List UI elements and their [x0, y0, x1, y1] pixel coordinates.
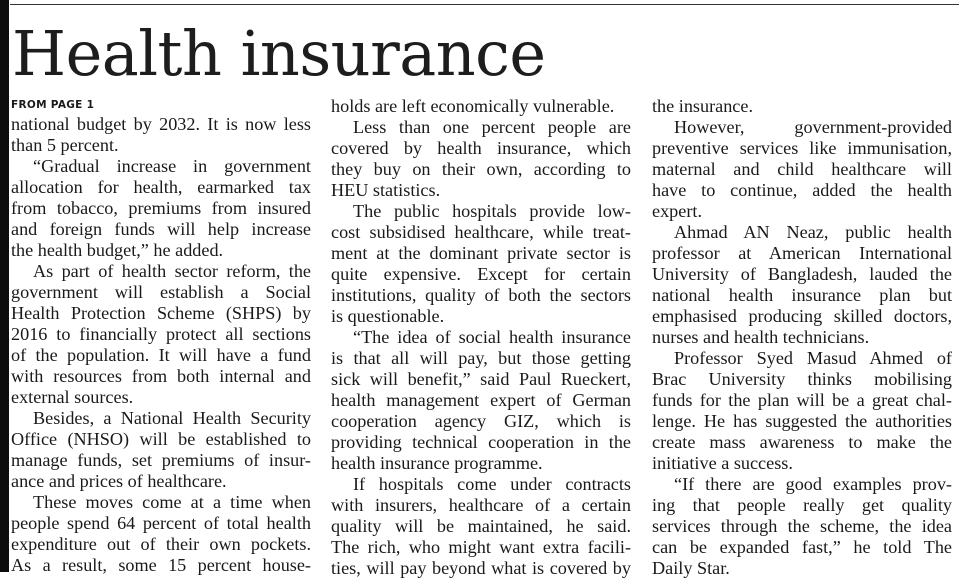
text-line: government will establish a Social: [11, 282, 311, 302]
column-3-body: [652, 96, 952, 579]
text-line: The public hospitals provide low-: [353, 201, 631, 221]
text-line: expert.: [652, 201, 702, 221]
text-line: “The idea of social health insurance: [353, 327, 631, 347]
headline: Health insurance: [12, 17, 546, 90]
scan-edge: [0, 0, 9, 572]
text-line: initiative a success.: [652, 453, 793, 473]
text-line: HEU statistics.: [331, 180, 441, 200]
text-line: These moves come at a time when: [33, 492, 311, 512]
text-line: allocation for health, earmarked tax: [11, 177, 311, 197]
text-line: quite expensive. Except for certain: [331, 264, 631, 284]
column-1-body: [11, 114, 311, 576]
text-line: emphasised producing skilled doctors,: [652, 306, 952, 326]
text-line: expenditure out of their own pockets.: [11, 534, 311, 554]
text-line: health insurance programme.: [331, 453, 543, 473]
text-line: is questionable.: [331, 306, 445, 326]
text-line: quality will be maintained, he said.: [331, 516, 631, 536]
text-line: the health budget,” he added.: [11, 240, 224, 260]
text-line: external sources.: [11, 387, 134, 407]
text-line: with insurers, healthcare of a certain: [331, 495, 631, 515]
text-line: can be expanded fast,” he told The: [652, 537, 952, 557]
text-line: The rich, who might want extra facili-: [331, 537, 631, 557]
text-line: covered by health insurance, which: [331, 138, 631, 158]
text-line: ment at the dominant private sector is: [331, 243, 631, 263]
text-line: nurses and health technicians.: [652, 327, 870, 347]
text-line: cooperation agency GIZ, which is: [331, 411, 631, 431]
text-line: than 5 percent.: [11, 135, 119, 155]
text-line: with resources from both internal and: [11, 366, 311, 386]
text-line: of the population. It will have a fund: [11, 345, 311, 365]
text-line: “If there are good examples prov-: [674, 474, 952, 494]
text-line: Health Protection Scheme (SHPS) by: [11, 303, 311, 323]
text-line: providing technical cooperation in the: [331, 432, 631, 452]
text-line: professor at American International: [652, 243, 952, 263]
text-line: create mass awareness to make the: [652, 432, 952, 452]
text-line: manage funds, set premiums of insur-: [11, 450, 311, 470]
text-line: services through the scheme, the idea: [652, 516, 952, 536]
text-line: cost subsidised healthcare, while treat-: [331, 222, 631, 242]
column-2: [331, 96, 631, 579]
text-line: Less than one percent people are: [353, 117, 631, 137]
text-line: funds for the plan will be a great chal-: [652, 390, 952, 410]
column-1: [11, 96, 311, 576]
text-line: Brac University thinks mobilising: [652, 369, 952, 389]
text-line: 2016 to financially protect all sections: [11, 324, 311, 344]
text-line: have to continue, added the health: [652, 180, 952, 200]
text-line: Besides, a National Health Security: [33, 408, 311, 428]
text-line: ties, will pay beyond what is covered by: [331, 558, 631, 578]
text-line: sick will benefit,” said Paul Rueckert,: [331, 369, 631, 389]
text-line: maternal and child healthcare will: [652, 159, 952, 179]
text-line: ance and prices of healthcare.: [11, 471, 227, 491]
text-line: is that all will pay, but those getting: [331, 348, 631, 368]
text-line: As part of health sector reform, the: [33, 261, 311, 281]
text-line: national health insurance plan but: [652, 285, 952, 305]
text-line: the insurance.: [652, 96, 753, 116]
text-line: “Gradual increase in government: [33, 156, 311, 176]
text-line: national budget by 2032. It is now less: [11, 114, 311, 134]
continuation-kicker: FROM PAGE 1: [11, 99, 95, 111]
column-3: [652, 96, 952, 579]
column-2-body: [331, 96, 631, 579]
text-line: Ahmad AN Neaz, public health: [674, 222, 952, 242]
text-line: and foreign funds will help increase: [11, 219, 311, 239]
text-line: If hospitals come under contracts: [353, 474, 631, 494]
text-line: health management expert of German: [331, 390, 631, 410]
text-line: University of Bangladesh, lauded the: [652, 264, 952, 284]
text-line: Office (NHSO) will be established to: [11, 429, 311, 449]
text-line: lenge. He has suggested the authorities: [652, 411, 952, 431]
text-line: institutions, quality of both the sectors: [331, 285, 631, 305]
text-line: holds are left economically vulnerable.: [331, 96, 615, 116]
text-line: from tobacco, premiums from insured: [11, 198, 311, 218]
top-rule: [10, 4, 959, 5]
text-line: ing that people really get quality: [652, 495, 952, 515]
text-line: preventive services like immunisation,: [652, 138, 952, 158]
text-line: people spend 64 percent of total health: [11, 513, 311, 533]
text-line: Professor Syed Masud Ahmed of: [674, 348, 952, 368]
text-line: Daily Star.: [652, 558, 730, 578]
text-line: they buy on their own, according to: [331, 159, 631, 179]
text-line: As a result, some 15 percent house-: [11, 555, 311, 575]
text-line: However, government-provided: [674, 117, 952, 137]
